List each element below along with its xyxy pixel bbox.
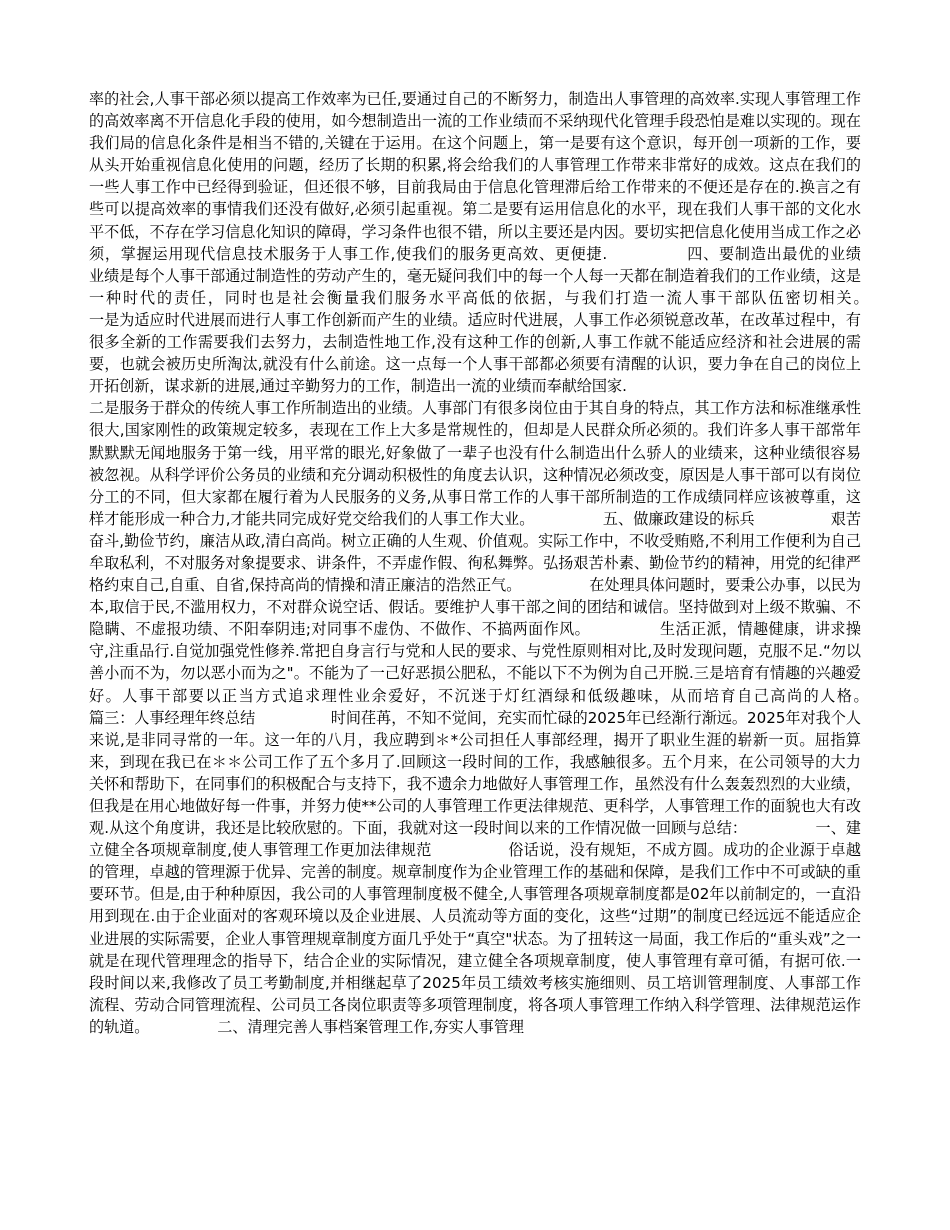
paragraph-1: 率的社会,人事干部必须以提高工作效率为已任,要通过自己的不断努力，制造出人事管理的高效率.实现人事管理工作的高效率离不开信息化手段的使用，如今想制造出一流的工作业绩而不采纳现代化管理手段恐怕是难以实现的。现在我们局的信息化条件是相当不错的,关键在于运用。在这个问题上，第一是要有这个意识，每开创一项新的工作，要从头开始重视信息化使用的问题，经历了长期的积累,将会给我们的人事管理工作带来非常好的成效。这点在我们的一些人事工作中已经得到验证，但还很不够，目前我局由于信息化管理滞后给工作带来的不便还是存在的.换言之有些可以提高效率的事情我们还没有做好,必须引起重视。第二是要有运用信息化的水平，现在我们人事干部的文化水平不低，不存在学习信息化知识的障碍，学习条件也很不错，所以主要还是内因。要切实把信息化使用当成工作之必须，掌握运用现代信息技术服务于人事工作,使我们的服务更高效、更便捷. 四、要制造出最优的业绩 业绩是每个人事干部通过制造性的劳动产生的，毫无疑问我们中的每一个人每一天都在制造着我们的工作业绩，这是一种时代的责任，同时也是社会衡量我们服务水平高低的依据，与我们打造一流人事干部队伍密切相关。 一是为适应时代进展而进行人事工作创新而产生的业绩。适应时代进展，人事工作必须锐意改革，在改革过程中，有很多全新的工作需要我们去努力，去制造性地工作,没有这种工作的创新,人事工作就不能适应经济和社会进展的需要，也就会被历史所淘汰,就没有什么前途。这一点每一个人事干部都必须要有清醒的认识，要力争在自己的岗位上开拓创新，谋求新的进展,通过辛勤努力的工作，制造出一流的业绩而奉献给国家. [89, 90, 937, 396]
paragraph-2: 二是服务于群众的传统人事工作所制造出的业绩。人事部门有很多岗位由于其自身的特点，其工作方法和标准继承性很大,国家刚性的政策规定较多，表现在工作上大多是常规性的，但却是人民群众所必须的。我们许多人事干部常年默默默无闻地服务于第一线，用平常的眼光,好象做了一辈子也没有什么制造出什么骄人的业绩来，这种业绩很容易被忽视。从科学评价公务员的业绩和充分调动积极性的角度去认识，这种情况必须改变，原因是人事干部可以有岗位分工的不同，但大家都在履行着为人民服务的义务,从事日常工作的人事干部所制造的工作成绩同样应该被尊重，这样才能形成一种合力,才能共同完成好党交给我们的人事工作大业。 五、做廉政建设的标兵 艰苦奋斗,勤俭节约，廉洁从政,清白高尚。树立正确的人生观、价值观。实际工作中，不收受贿赂,不利用工作便利为自己牟取私利，不对服务对象提要求、讲条件，不弄虚作假、徇私舞弊。弘扬艰苦朴素、勤俭节约的精神，用党的纪律严格约束自己,自重、自省,保持高尚的情操和清正廉洁的浩然正气。 在处理具体问题时，要秉公办事，以民为本,取信于民,不滥用权力，不对群众说空话、假话。要维护人事干部之间的团结和诚信。坚持做到对上级不欺骗、不隐瞒、不虚报功绩、不阳奉阴违;对同事不虚伪、不做作、不搞两面作风。 生活正派，情趣健康，讲求操守,注重品行.自觉加强党性修养.常把自身言行与党和人民的要求、与党性原则相对比,及时发现问题，克服不足.“勿以善小而不为，勿以恶小而为之"。不能为了一己好恶损公肥私，不能以下不为例为自己开脱.三是培育有情趣的兴趣爱好。人事干部要以正当方式追求理性业余爱好，不沉迷于灯红酒绿和低级趣味，从而培育自己高尚的人格。 篇三：人事经理年终总结 时间荏苒，不知不觉间，充实而忙碌的2025年已经渐行渐远。2025年对我个人来说,是非同寻常的一年。这一年的八月，我应聘到＊*公司担任人事部经理，揭开了职业生涯的崭新一页。屈指算来，到现在我已在＊＊公司工作了五个多月了.回顾这一段时间的工作，我感触很多。五个月来，在公司领导的大力关怀和帮助下，在同事们的积极配合与支持下，我不遗余力地做好人事管理工作，虽然没有什么轰轰烈烈的大业绩，但我是在用心地做好每一件事，并努力使**公司的人事管理工作更法律规范、更科学，人事管理工作的面貌也大有改观.从这个角度讲，我还是比较欣慰的。下面，我就对这一段时间以来的工作情况做一回顾与总结： 一、建立健全各项规章制度,使人事管理工作更加法律规范 俗话说，没有规矩，不成方圆。成功的企业源于卓越的管理，卓越的管理源于优异、完善的制度。规章制度作为企业管理工作的基础和保障，是我们工作中不可或缺的重要环节。但是,由于种种原因，我公司的人事管理制度极不健全,人事管理各项规章制度都是02年以前制定的，一直沿用到现在.由于企业面对的客观环境以及企业进展、人员流动等方面的变化，这些“过期”的制度已经远远不能适应企业进展的实际需要，企业人事管理规章制度方面几乎处于“真空"状态。为了扭转这一局面，我工作后的“重头戏”之一就是在现代管理理念的指导下，结合企业的实际情况，建立健全各项规章制度，使人事管理有章可循，有据可依.一段时间以来,我修改了员工考勤制度,并相继起草了2025年员工绩效考核实施细则、员工培训管理制度、人事部工作流程、劳动合同管理流程、公司员工各岗位职责等多项管理制度，将各项人事管理工作纳入科学管理、法律规范运作的轨道。 二、清理完善人事档案管理工作,夯实人事管理 [89, 399, 937, 1036]
document-body [89, 88, 937, 1038]
